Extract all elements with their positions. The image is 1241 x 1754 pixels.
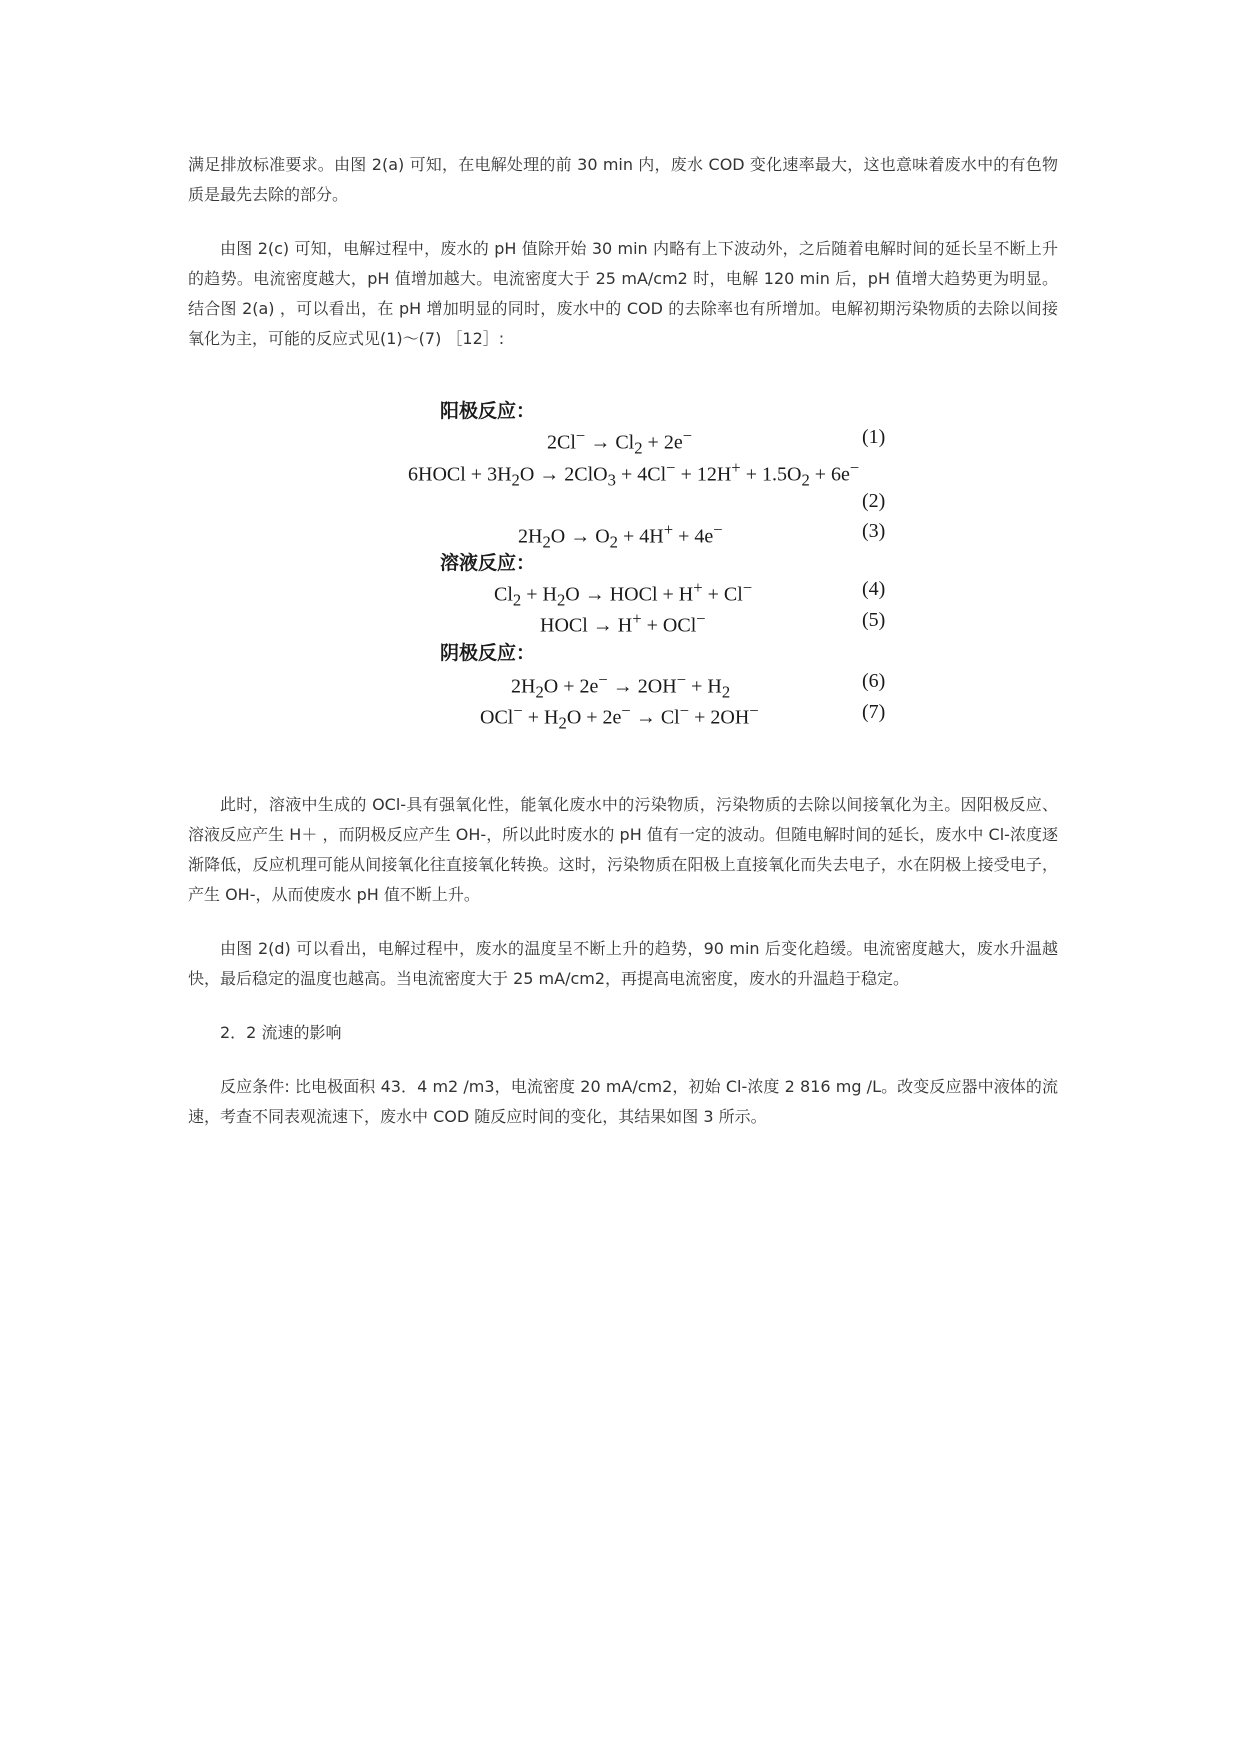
solution-reaction-heading: 溶液反应： bbox=[440, 552, 536, 574]
equation-number-6: (6) bbox=[862, 670, 886, 692]
equation-5: HOCl → H+ + OCl− bbox=[540, 609, 706, 637]
equation-number-2: (2) bbox=[862, 490, 886, 512]
equation-number-4: (4) bbox=[862, 578, 886, 600]
anode-reaction-heading: 阳极反应： bbox=[440, 400, 536, 422]
paragraph-2: 由图 2(c) 可知，电解过程中，废水的 pH 值除开始 30 min 内略有上下波动外，之后随着电解时间的延长呈不断上升的趋势。电流密度越大，pH 值增加越大。电流密度大于 25 mA/cm2 时，电解 120 min 后，pH 值增大趋势更为明显。结合图 2(a) ，可以看出，在 pH 增加明显的同时，废水中的 COD 的去除率也有所增加。电解初期污染物质的去除以间接氧化为主，可能的反应式见(1)～(7) ［12］: bbox=[188, 239, 1058, 348]
equation-6: $2H_2O + 2e^- \to 2OH^- + H_2$ bbox=[511, 670, 731, 702]
paragraph-1: 满足排放标准要求。由图 2(a) 可知，在电解处理的前 30 min 内，废水 COD 变化速率最大，这也意味着废水中的有色物质是最先去除的部分。 bbox=[188, 155, 1058, 204]
equation-number-3: (3) bbox=[862, 520, 886, 542]
cathode-reaction-heading: 阴极反应： bbox=[440, 642, 536, 664]
equation-number-5: (5) bbox=[862, 609, 886, 631]
equation-2: 6HOCl + $3H_2O \to 2ClO_3 + 4Cl^- + 12H^+ + 1.5O_2 + 6e^-$ bbox=[408, 458, 860, 490]
equation-7: $OCl^- + H_2O + 2e^- \to Cl^- + 2OH^-$ bbox=[480, 701, 759, 733]
equation-number-1: (1) bbox=[862, 426, 886, 448]
equation-number-7: (7) bbox=[862, 701, 886, 723]
section-heading: 2．2 流速的影响 bbox=[220, 1023, 342, 1042]
paragraph-4: 由图 2(d) 可以看出，电解过程中，废水的温度呈不断上升的趋势，90 min 后变化趋缓。电流密度越大，废水升温越快，最后稳定的温度也越高。当电流密度大于 25 mA/cm2，再提高电流密度，废水的升温趋于稳定。 bbox=[188, 939, 1058, 988]
document-page bbox=[188, 150, 1058, 1156]
equation-4: $Cl_2 + H_2O$ → HOCl + H+ + Cl− bbox=[494, 578, 753, 610]
equation-3: $2H_2O \to O_2 + 4H^+ + 4e^-$ bbox=[518, 520, 723, 552]
equation-1: $2Cl^- \to Cl_2 + 2e^-$ bbox=[547, 426, 693, 458]
paragraph-3: 此时，溶液中生成的 OCl-具有强氧化性，能氧化废水中的污染物质，污染物质的去除以间接氧化为主。因阳极反应、溶液反应产生 H＋ ，而阴极反应产生 OH-，所以此时废水的 pH 值有一定的波动。但随电解时间的延长，废水中 Cl-浓度逐渐降低，反应机理可能从间接氧化往直接氧化转换。这时，污染物质在阳极上直接氧化而失去电子，水在阴极上接受电子，产生 OH-，从而使废水 pH 值不断上升。 bbox=[188, 795, 1058, 904]
reaction-equations-figure bbox=[188, 378, 1058, 768]
paragraph-5: 反应条件: 比电极面积 43．4 m2 /m3，电流密度 20 mA/cm2，初始 Cl-浓度 2 816 mg /L。改变反应器中液体的流速，考查不同表观流速下，废水中 COD 随反应时间的变化，其结果如图 3 所示。 bbox=[188, 1077, 1058, 1126]
